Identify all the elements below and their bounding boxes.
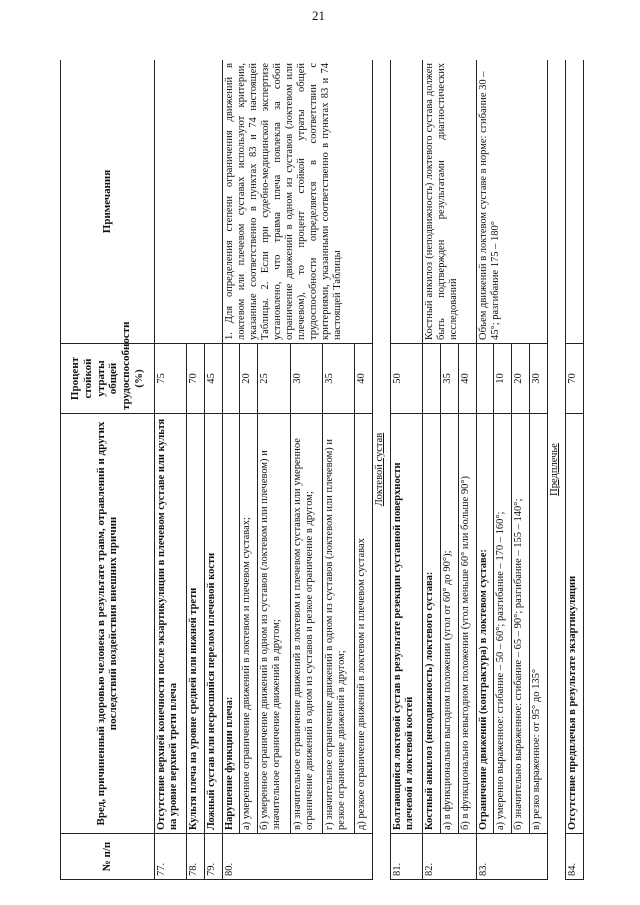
row-text: в) резко выраженное: от 95° до 135° — [530, 414, 548, 834]
table-row — [422, 60, 440, 880]
row-text: Отсутствие верхней конечности после экзартикуляции в плечевом суставе или культя на уровне верхней трети плеча — [154, 414, 186, 834]
section-title: Предплечье — [548, 60, 566, 880]
harm-table — [60, 60, 584, 880]
row-num: 84. — [565, 834, 583, 880]
row-note-empty — [390, 60, 422, 344]
rotated-table-container — [60, 60, 584, 880]
header-pct: Процент стойкой утраты общей трудоспособности (%) — [61, 344, 155, 414]
section-row — [548, 60, 566, 880]
section-row — [372, 60, 390, 880]
row-num: 83. — [476, 834, 548, 880]
row-text: д) резкое ограничение движений в локтевом и плечевом суставах — [354, 414, 372, 834]
table-row — [154, 60, 186, 880]
row-num: 80. — [222, 834, 372, 880]
rotated-table-wrapper — [60, 60, 584, 880]
row-pct-empty — [222, 344, 240, 414]
row-text: Отсутствие предплечья в результате экзартикуляции — [565, 414, 583, 834]
row-pct: 20 — [512, 344, 530, 414]
row-pct-empty — [476, 344, 494, 414]
row-text: Нарушение функции плеча: — [222, 414, 240, 834]
row-pct: 50 — [390, 344, 422, 414]
row-pct: 70 — [565, 344, 583, 414]
row-text: а) в функционально выгодном положении (угол от 60° до 90°); — [440, 414, 458, 834]
table-row — [390, 60, 422, 880]
table-row — [565, 60, 583, 880]
row-pct: 25 — [258, 344, 290, 414]
row-num: 82. — [422, 834, 476, 880]
row-num: 77. — [154, 834, 186, 880]
row-note: 1. Для определения степени ограничения движений в локтевом или плечевом суставах используют критерии, указанные соответственно в пунктах 83 и 74 настоящей Таблицы. 2. Если при судебно-медицинской экспертизе установлено, что травма плеча повлекла за собой ограничение движений в одном из суставов (локтевом или плечевом), то процент стойкой утраты общей трудоспособности определяется в соответствии с критериями, указанными соответственно в пунктах 83 и 74 настоящей Таблицы — [222, 60, 372, 344]
row-pct: 35 — [322, 344, 354, 414]
row-text: а) умеренно выраженное: сгибание – 50 – 60°; разгибание – 170 – 160°; — [494, 414, 512, 834]
row-note-empty — [154, 60, 222, 344]
row-note: Объем движений в локтевом суставе в норме: сгибание 30 – 45°; разгибание 175 – 180° — [476, 60, 548, 344]
row-pct: 35 — [440, 344, 458, 414]
row-note: Костный анкилоз (неподвижность) локтевого сустава должен быть подтвержден результатами диагностических исследований — [422, 60, 476, 344]
row-pct: 10 — [494, 344, 512, 414]
page-number: 21 — [312, 8, 325, 23]
row-text: Культя плеча на уровне средней или нижней трети — [186, 414, 204, 834]
row-num: 81. — [390, 834, 422, 880]
header-row — [61, 60, 155, 880]
row-pct: 75 — [154, 344, 186, 414]
row-num: 79. — [204, 834, 222, 880]
header-harm: Вред, причиненный здоровью человека в результате травм, отравлений и других последствий воздействия внешних причин — [61, 414, 155, 834]
row-text: Ложный сустав или несросшийся перелом плечевой кости — [204, 414, 222, 834]
row-pct: 30 — [530, 344, 548, 414]
row-pct: 30 — [290, 344, 322, 414]
row-pct: 45 — [204, 344, 222, 414]
row-text: Костный анкилоз (неподвижность) локтевого сустава: — [422, 414, 440, 834]
row-pct: 40 — [458, 344, 476, 414]
row-pct: 20 — [240, 344, 258, 414]
table-row — [222, 60, 240, 880]
row-text: г) значительное ограничение движений в одном из суставов (локтевом или плечевом) и резкое ограничение движений в другом; — [322, 414, 354, 834]
row-pct: 70 — [186, 344, 204, 414]
row-pct-empty — [422, 344, 440, 414]
row-text: б) в функционально невыгодном положении (угол меньше 60° или больше 90°) — [458, 414, 476, 834]
row-note-empty — [565, 60, 583, 344]
row-text: в) значительное ограничение движений в локтевом и плечевом суставах или умеренное ограничение движений в одном из суставов и резкое ограничение в другом; — [290, 414, 322, 834]
row-text: Болтающийся локтевой сустав в результате резекции суставной поверхности плечевой и локтевой костей — [390, 414, 422, 834]
row-text: б) значительно выраженное: сгибание – 65 – 90°; разгибание – 155 – 140°; — [512, 414, 530, 834]
header-num: № п/п — [61, 834, 155, 880]
table-row — [476, 60, 494, 880]
row-text: а) умеренное ограничение движений в локтевом и плечевом суставах; — [240, 414, 258, 834]
row-num: 78. — [186, 834, 204, 880]
row-text: б) умеренное ограничение движений в одном из суставов (локтевом или плечевом) и значительное ограничение движений в другом; — [258, 414, 290, 834]
header-note: Примечания — [61, 60, 155, 344]
row-text: Ограничение движений (контрактура) в локтевом суставе: — [476, 414, 494, 834]
section-title: Локтевой сустав — [372, 60, 390, 880]
row-pct: 40 — [354, 344, 372, 414]
